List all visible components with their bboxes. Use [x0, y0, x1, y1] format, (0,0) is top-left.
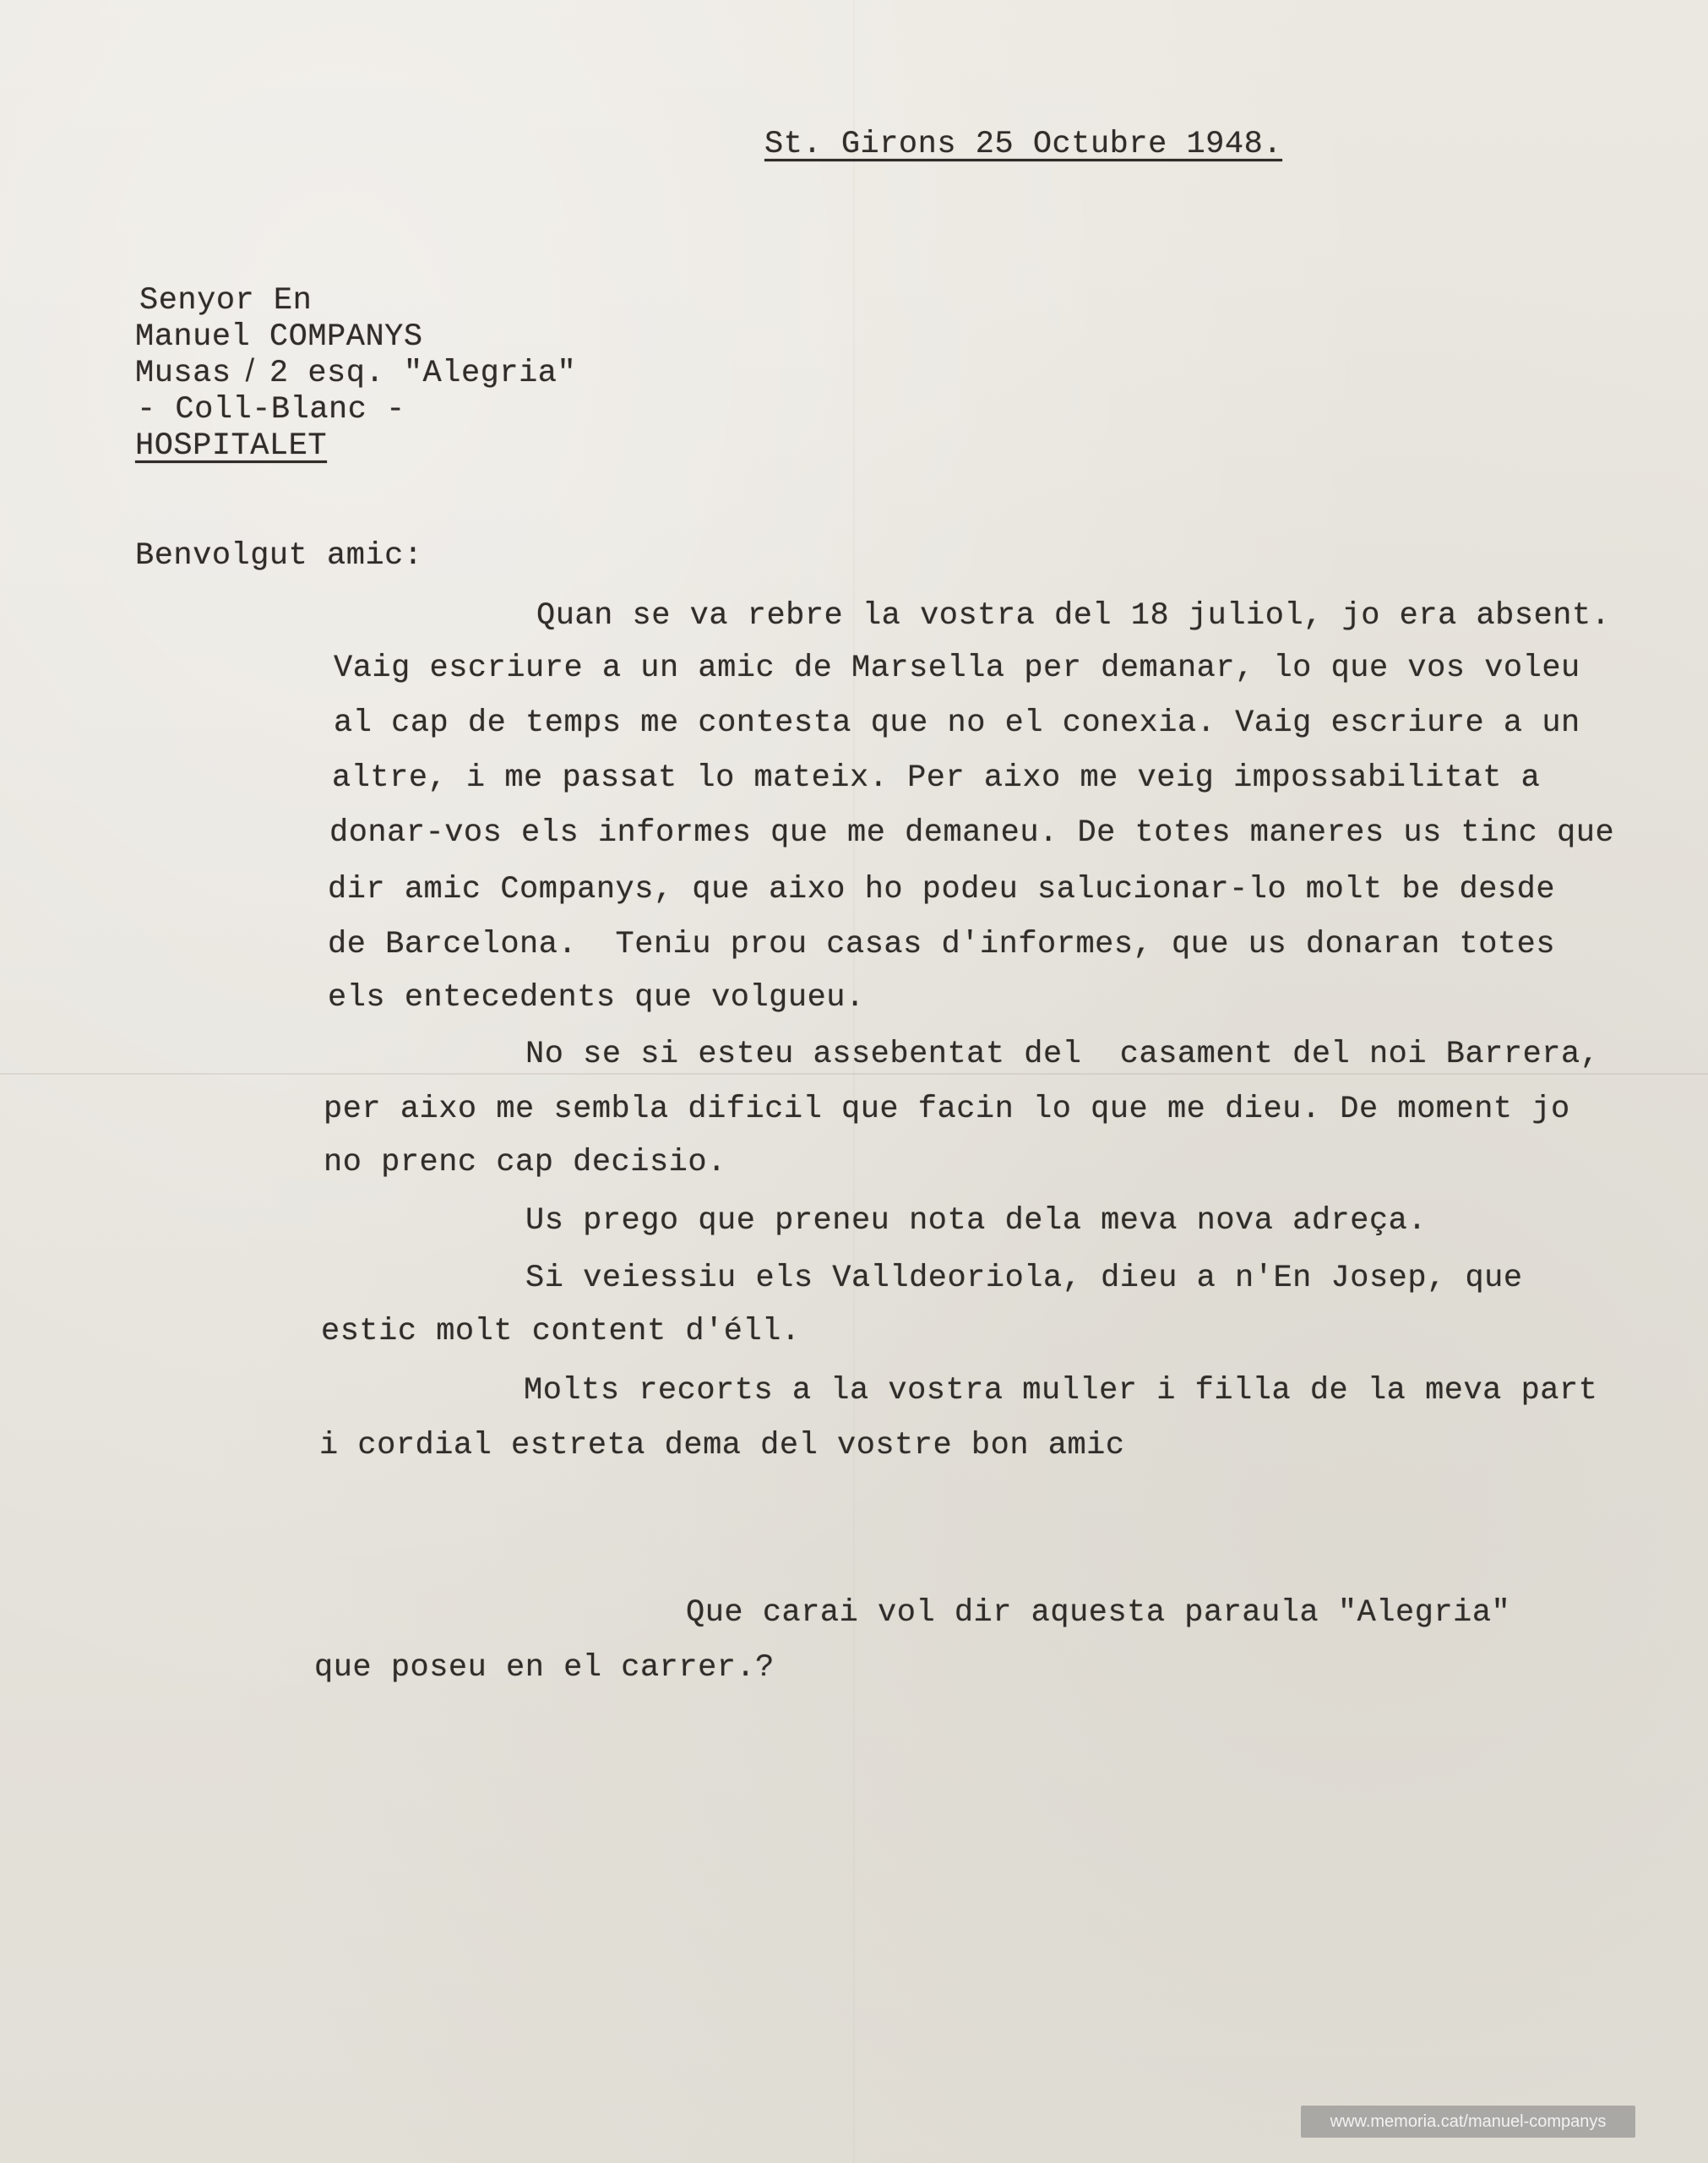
body-line: no prenc cap decisio.	[324, 1145, 726, 1180]
address-line: - Coll-Blanc -	[137, 392, 405, 428]
body-line: al cap de temps me contesta que no el conexia. Vaig escriure a un	[334, 706, 1580, 741]
body-line: Si veiessiu els Valldeoriola, dieu a n'En Josep, que	[525, 1261, 1523, 1296]
address-line: Musas ̸ 2 esq. "Alegria"	[135, 356, 577, 391]
body-line: estic molt content d'éll.	[321, 1314, 801, 1349]
body-line: donar-vos els informes que me demaneu. De totes maneres us tinc que	[329, 815, 1615, 851]
postscript-line: que poseu en el carrer.?	[314, 1650, 775, 1686]
body-line: Us prego que preneu nota dela meva nova adreça.	[525, 1203, 1428, 1239]
body-line: per aixo me sembla dificil que facin lo que me dieu. De moment jo	[324, 1092, 1570, 1127]
body-line: Quan se va rebre la vostra del 18 juliol, jo era absent.	[536, 598, 1611, 634]
body-line: altre, i me passat lo mateix. Per aixo me veig impossabilitat a	[332, 760, 1541, 796]
paper-crease	[853, 0, 855, 2163]
address-line: Senyor En	[139, 283, 313, 319]
address-city: HOSPITALET	[135, 428, 328, 464]
body-line: Vaig escriure a un amic de Marsella per demanar, lo que vos voleu	[334, 651, 1580, 686]
address-line: Manuel COMPANYS	[135, 319, 423, 355]
salutation: Benvolgut amic:	[135, 538, 423, 574]
watermark-badge: www.memoria.cat/manuel-companys	[1301, 2106, 1635, 2138]
postscript-line: Que carai vol dir aquesta paraula "Alegria"	[686, 1595, 1511, 1631]
body-line: Molts recorts a la vostra muller i filla de la meva part	[524, 1373, 1598, 1408]
date-line: St. Girons 25 Octubre 1948.	[764, 127, 1282, 162]
body-line: i cordial estreta dema del vostre bon amic	[319, 1428, 1125, 1463]
body-line: No se si esteu assebentat del casament del noi Barrera,	[525, 1037, 1600, 1072]
body-line: dir amic Companys, que aixo ho podeu salucionar-lo molt be desde	[328, 872, 1556, 907]
body-line: de Barcelona. Teniu prou casas d'informes, que us donaran totes	[328, 927, 1556, 962]
body-line: els entecedents que volgueu.	[328, 980, 865, 1016]
